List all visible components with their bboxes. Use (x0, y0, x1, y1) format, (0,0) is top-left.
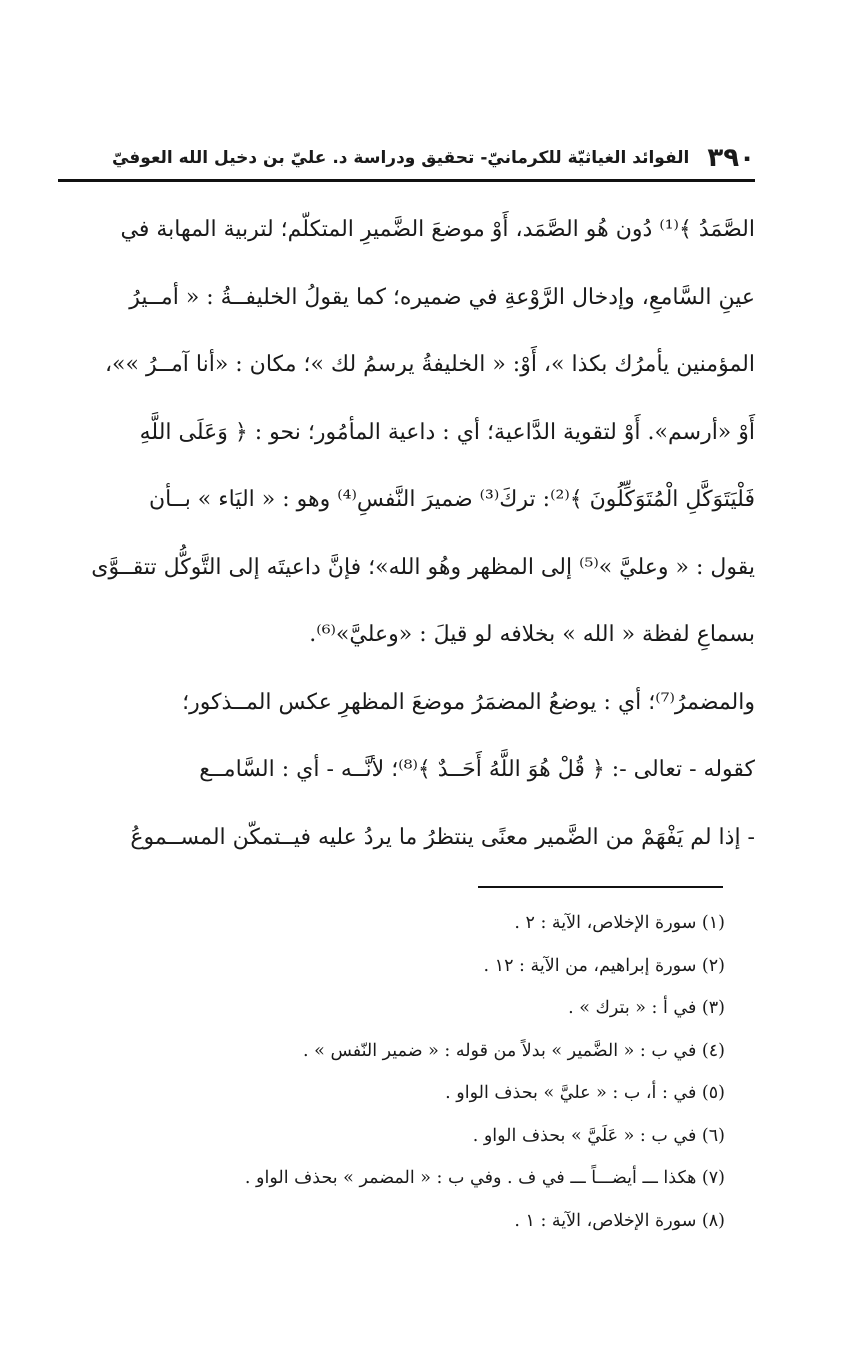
header-rule (58, 179, 755, 182)
text-line: المؤمنين يأمرُك بكذا »، أَوْ: « الخليفةُ يرسمُ لك »؛ مكان : «أنا آمــرُ »»، (104, 352, 755, 377)
text-line: والمضمرُ⁽⁷⁾؛ أي : يوضعُ المضمَرُ موضعَ المظهرِ عكس المــذكور؛ (182, 689, 755, 715)
footnote-6: (٦) في ب : « عَلَيَّ » بحذف الواو . (472, 1125, 725, 1146)
text-line: فَلْيَتَوَكَّلِ الْمُتَوَكِّلُونَ ﴾⁽²⁾: تركَ⁽³⁾ ضميرَ النَّفسِ⁽⁴⁾ وهو : « اليَاء » بــأن (148, 487, 755, 512)
paragraph-1 (58, 196, 755, 669)
footnote-1: (١) سورة الإخلاص، الآية : ٢ . (514, 913, 725, 933)
text-line: يقول : « وعليَّ »⁽⁵⁾ إلى المظهر وهُو الله»؛ فإنَّ داعيتَه إلى التَّوكُّل تتقــوَّى (91, 554, 755, 580)
paragraph-2 (58, 669, 755, 872)
footnote-4: (٤) في ب : « الضَّمير » بدلاً من قوله : « ضمير النّفس » . (303, 1040, 725, 1061)
footnote-2: (٢) سورة إبراهيم، من الآية : ١٢ . (483, 955, 725, 976)
main-text (58, 196, 755, 871)
footnote-5: (٥) في : أ، ب : « عليَّ » بحذف الواو . (445, 1083, 725, 1103)
text-line: بسماعِ لفظة « الله » بخلافه لو قيلَ : «وعليَّ»⁽⁶⁾. (309, 622, 755, 647)
text-line: كقوله - تعالى -: ﴿ قُلْ هُوَ اللَّهُ أَحَــدٌ ﴾⁽⁸⁾؛ لأنَّــه - أي : السَّامــع (199, 757, 755, 782)
text-line: عينِ السَّامعِ، وإدخال الرَّوْعةِ في ضميره؛ كما يقولُ الخليفــةُ : « أمــيرُ (129, 284, 755, 310)
page-header (58, 140, 755, 176)
page-number: ٣٩٠ (707, 143, 755, 173)
text-line: الصَّمَدُ ﴾⁽¹⁾ دُون هُو الصَّمَد، أَوْ موضعَ الضَّميرِ المتكلّم؛ لتربية المهابة في (120, 217, 755, 242)
running-title: الفوائد الغياثيّة للكرمانيّ- تحقيق ودراسة د. عليّ بن دخيل الله العوفيّ (111, 148, 690, 168)
footnote-7: (٧) هكذا ـــ أيضـــاً ـــ في ف . وفي ب : « المضمر » بحذف الواو . (244, 1168, 725, 1188)
footnote-8: (٨) سورة الإخلاص، الآية : ١ . (514, 1210, 725, 1231)
footnote-3: (٣) في أ : « بترك » . (568, 998, 725, 1018)
footnote-separator (478, 886, 723, 888)
footnotes (150, 902, 725, 1242)
text-line: أَوْ «أرسم». أَوْ لتقوية الدَّاعية؛ أي : داعية المأمُور؛ نحو : ﴿ وَعَلَى اللَّهِ (139, 419, 755, 445)
text-line: - إذا لم يَفْهَمْ من الضَّمير معنًى ينتظرُ ما يردُ عليه فيــتمكّن المســموعُ (130, 824, 755, 850)
